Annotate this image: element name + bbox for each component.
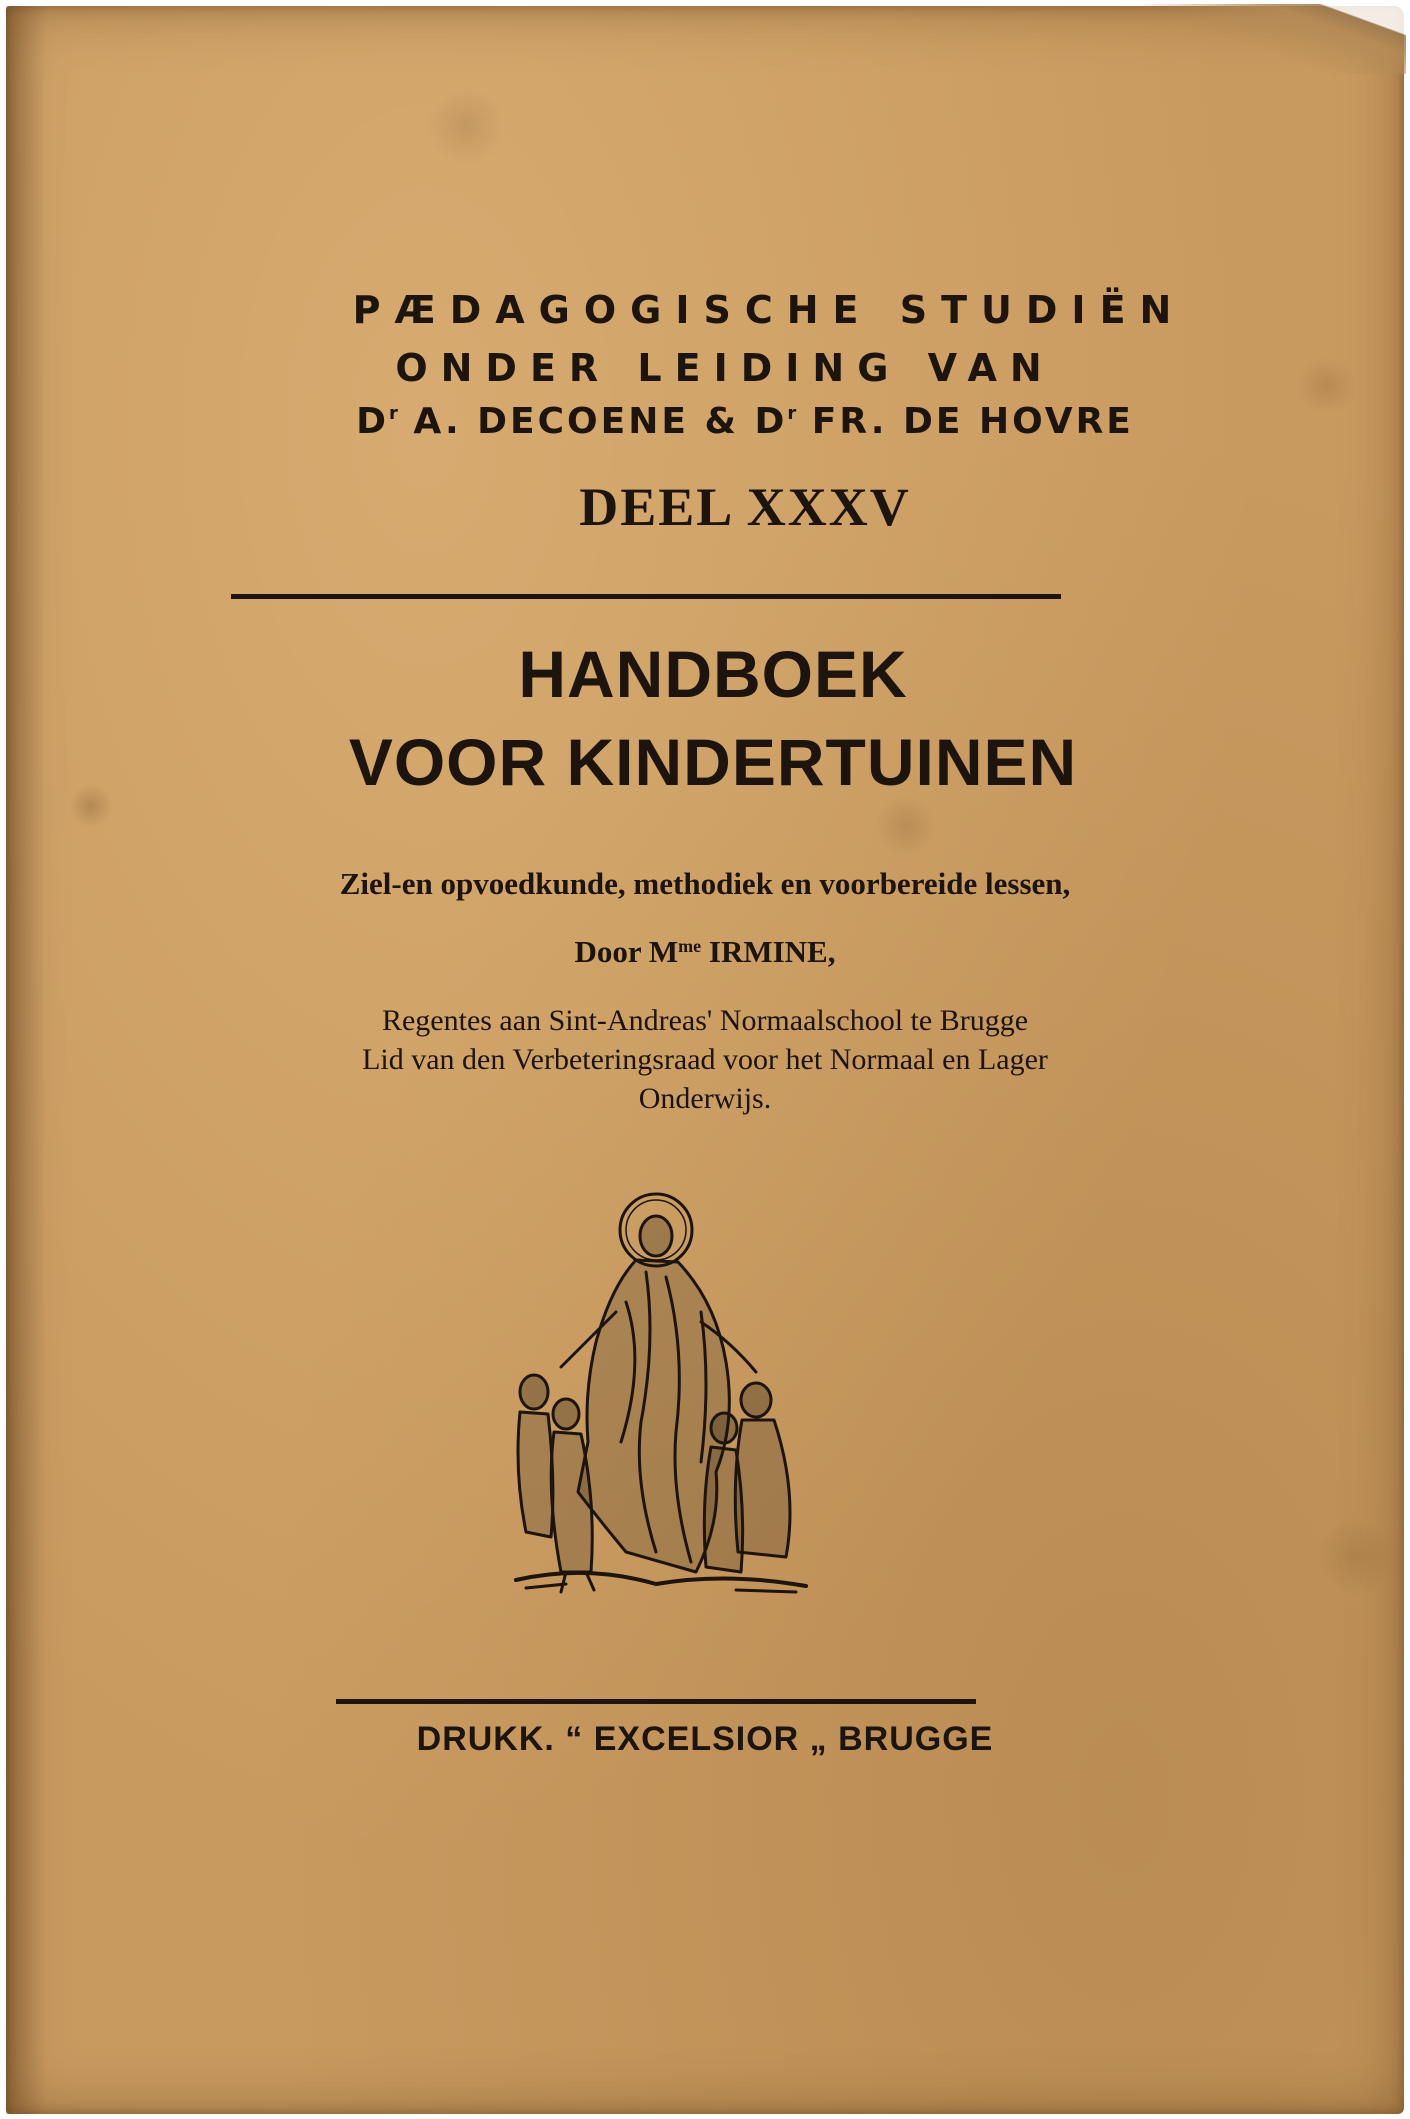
christ-with-children-engraving xyxy=(506,1192,816,1598)
author-prefix: Door M xyxy=(574,934,679,969)
editor-2-name: FR. DE HOVRE xyxy=(796,401,1134,442)
author-sup: me xyxy=(678,936,702,956)
editor-2-sup: r xyxy=(787,403,797,424)
editor-1-prefix: D xyxy=(356,401,389,442)
book-subtitle: Ziel-en opvoedkunde, methodiek en voorbereide lessen, xyxy=(339,866,1071,901)
volume-number: DEEL XXXV xyxy=(579,477,911,537)
series-editors xyxy=(6,401,1410,442)
editor-2-prefix: D xyxy=(754,401,788,442)
divider-bottom xyxy=(336,1699,976,1704)
book-cover xyxy=(6,6,1404,2114)
editor-1-name: A. DECOENE & xyxy=(397,401,755,442)
printer-imprint: DRUKK. “ EXCELSIOR „ BRUGGE xyxy=(416,1720,994,1758)
book-title-line-2: VOOR KINDERTUINEN xyxy=(348,725,1078,799)
series-title: PÆDAGOGISCHE STUDIËN xyxy=(352,288,1186,332)
torn-corner xyxy=(1136,4,1406,74)
affiliation-line-1: Regentes aan Sint-Andreas' Normaalschool te Brugge xyxy=(381,1004,1029,1037)
divider-top xyxy=(231,594,1061,599)
editor-1-sup: r xyxy=(389,403,398,424)
author-line xyxy=(6,934,1404,970)
affiliation-line-3: Onderwijs. xyxy=(638,1082,772,1115)
book-title-line-1: HANDBOEK xyxy=(518,637,908,711)
affiliation-line-2: Lid van den Verbeteringsraad voor het Normaal en Lager xyxy=(362,1043,1048,1076)
series-subtitle: ONDER LEIDING VAN xyxy=(395,346,1055,390)
author-name: IRMINE, xyxy=(701,934,836,969)
